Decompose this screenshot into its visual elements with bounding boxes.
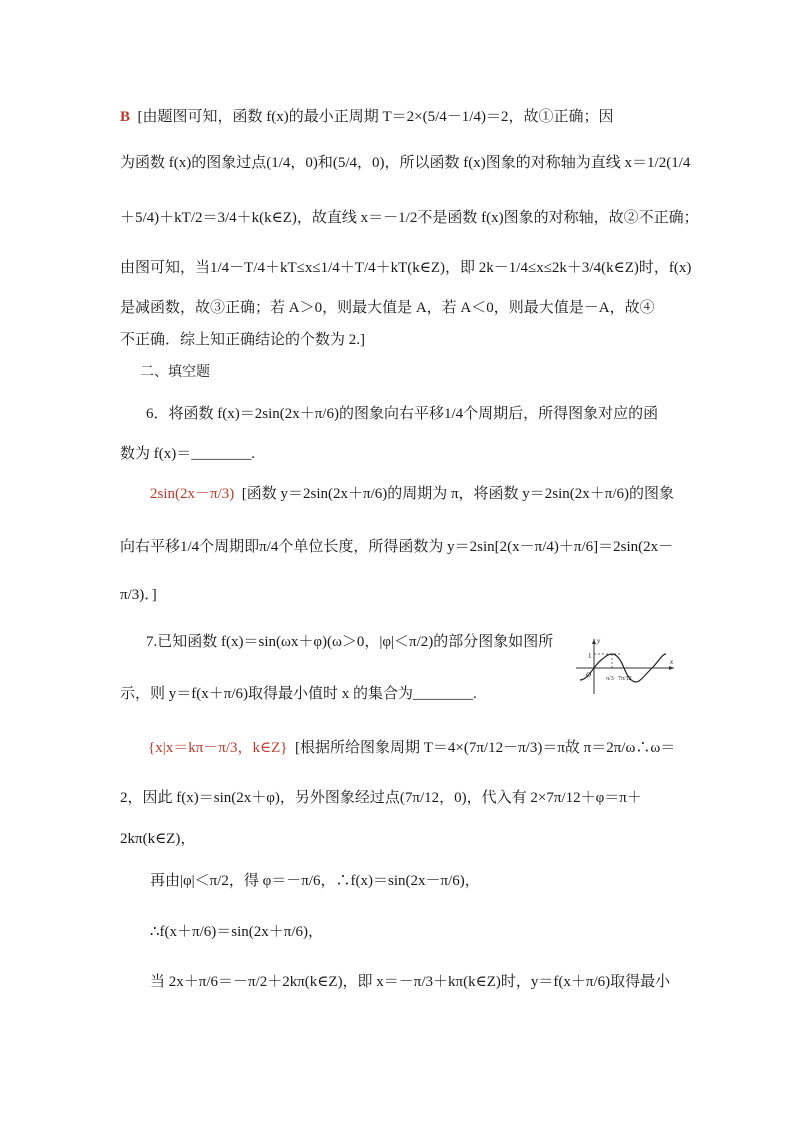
q6-solution-text: [函数 y＝2sin(2x＋π/6)的周期为 π，将函数 y＝2sin(2x＋π/6)的图象 [241, 486, 675, 502]
q7-question-2: 示，则 y＝f(x＋π/6)取得最小值时 x 的集合为________. [120, 686, 477, 702]
q5-line-6: 不正确．综上知正确结论的个数为 2.] [120, 332, 365, 348]
q6-solution-1 [150, 484, 674, 504]
q6-solution-3: π/3)．] [120, 587, 157, 603]
q5-line-4: 由图可知，当1/4－T/4＋kT≤x≤1/4＋T/4＋kT(k∈Z)，即 2k－1/4≤x≤2k＋3/4(k∈Z)时，f(x) [120, 260, 692, 276]
sine-graph [572, 636, 678, 701]
q7-solution-3: 2kπ(k∈Z)， [120, 831, 196, 847]
q7-solution-2: 2，因此 f(x)＝sin(2x＋φ)，另外图象经过点(7π/12，0)，代入有 2×7π/12＋φ＝π＋ [120, 790, 642, 806]
q5-line-1 [120, 107, 613, 127]
graph-tick-1: π/3 [606, 676, 614, 682]
q7-question-1: 7.已知函数 f(x)＝sin(ωx＋φ)(ω＞0，|φ|＜π/2)的部分图象如图所 [146, 634, 554, 650]
q6-question-1: 6．将函数 f(x)＝2sin(2x＋π/6)的图象向右平移1/4个周期后，所得图象对应的函 [146, 406, 659, 422]
q6-question-2: 数为 f(x)＝________. [120, 446, 255, 462]
q5-text: [由题图可知，函数 f(x)的最小正周期 T＝2×(5/4－1/4)＝2，故①正确；因 [137, 109, 614, 125]
graph-one-label: 1 [588, 652, 592, 660]
q5-line-5: 是减函数，故③正确；若 A＞0，则最大值是 A，若 A＜0，则最大值是－A，故④ [120, 300, 655, 316]
q6-solution-2: 向右平移1/4个周期即π/4个单位长度，所得函数为 y＝2sin[2(x－π/4)＋π/6]＝2sin(2x－ [120, 539, 674, 555]
q7-solution-4: 再由|φ|＜π/2，得 φ＝－π/6，∴f(x)＝sin(2x－π/6)， [150, 873, 480, 889]
q5-line-3: ＋5/4)＋kT/2＝3/4＋k(k∈Z)，故直线 x＝－1/2不是函数 f(x)图象的对称轴，故②不正确； [120, 210, 699, 226]
q7-solution-6: 当 2x＋π/6＝－π/2＋2kπ(k∈Z)，即 x＝－π/3＋kπ(k∈Z)时，y＝f(x＋π/6)取得最小 [150, 974, 671, 990]
graph-y-label: y [597, 637, 601, 645]
q7-solution-5: ∴f(x＋π/6)＝sin(2x＋π/6)， [150, 924, 324, 940]
graph-x-label: x [670, 658, 674, 666]
q6-answer: 2sin(2x－π/3) [150, 486, 235, 502]
q7-answer: {x|x＝kπ－π/3，k∈Z} [148, 740, 288, 756]
graph-origin-label: O [586, 671, 592, 679]
q7-solution-text: [根据所给图象周期 T＝4×(7π/12－π/3)＝π故 π＝2π/ω∴ω＝ [294, 740, 676, 756]
q5-answer-letter: B [120, 109, 131, 125]
graph-tick-2: 7π/12 [618, 676, 632, 682]
q5-line-2: 为函数 f(x)的图象过点(1/4，0)和(5/4，0)，所以函数 f(x)图象的对称轴为直线 x＝1/2(1/4 [120, 155, 691, 171]
q7-solution-1 [148, 738, 675, 758]
section-heading: 二、填空题 [140, 364, 210, 380]
